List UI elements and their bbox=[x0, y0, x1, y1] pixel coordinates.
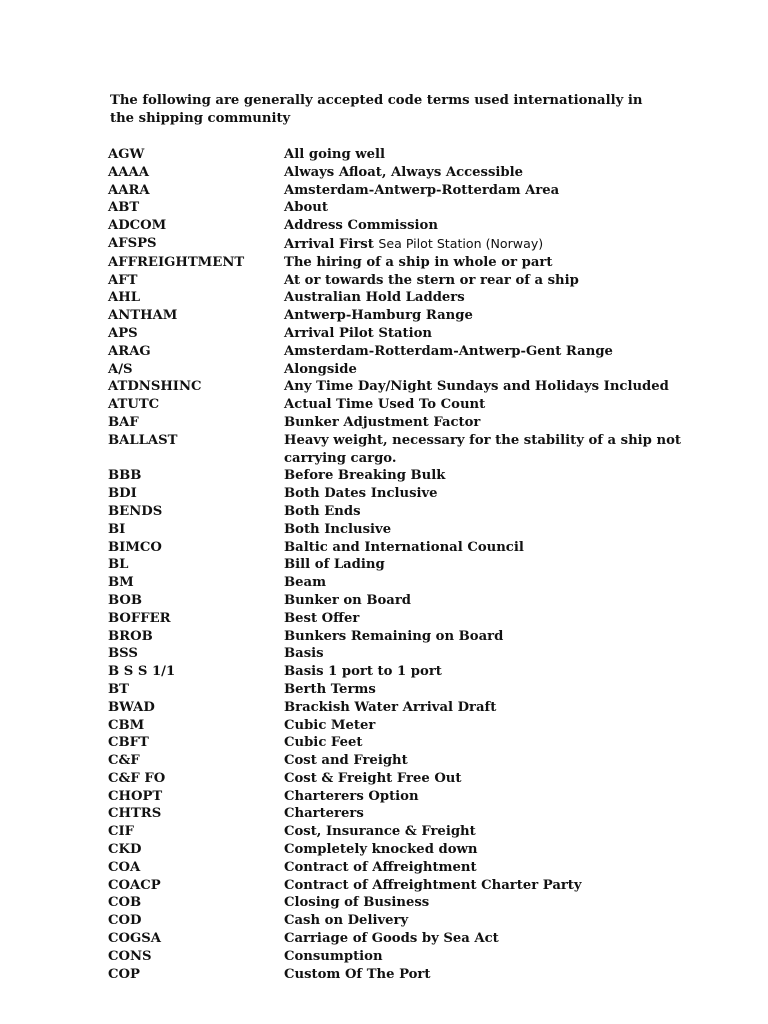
term-code: CBM bbox=[108, 717, 145, 733]
term-definition-text: Arrival Pilot Station bbox=[284, 325, 433, 341]
term-definition-text: At or towards the stern or rear of a ship bbox=[284, 272, 579, 288]
term-row bbox=[108, 539, 748, 557]
term-definition bbox=[284, 217, 724, 235]
term-definition-text: Amsterdam-Rotterdam-Antwerp-Gent Range bbox=[284, 343, 613, 359]
term-code: B S S 1/1 bbox=[108, 664, 176, 680]
term-code: CONS bbox=[108, 948, 152, 964]
term-definition bbox=[284, 734, 724, 752]
term-code: BENDS bbox=[108, 503, 163, 519]
term-code: ABT bbox=[108, 200, 140, 216]
term-definition-text: Charterers bbox=[284, 806, 364, 822]
term-definition bbox=[284, 467, 724, 485]
term-definition-text: Closing of Business bbox=[284, 895, 430, 911]
term-row bbox=[108, 930, 748, 948]
term-definition bbox=[284, 556, 724, 574]
term-definition bbox=[284, 894, 724, 912]
term-row bbox=[108, 325, 748, 343]
term-row bbox=[108, 894, 748, 912]
term-definition-text: Beam bbox=[284, 575, 327, 591]
term-definition-text: Cost, Insurance & Freight bbox=[284, 824, 476, 840]
terms-list bbox=[108, 146, 748, 983]
term-definition-text: Cost and Freight bbox=[284, 753, 408, 769]
term-definition bbox=[284, 146, 724, 164]
term-definition bbox=[284, 770, 724, 788]
term-definition bbox=[284, 574, 724, 592]
term-definition-extra: Sea Pilot Station (Norway) bbox=[378, 235, 544, 251]
term-definition bbox=[284, 859, 724, 877]
term-code: BSS bbox=[108, 646, 138, 662]
term-row bbox=[108, 521, 748, 539]
term-code: AFFREIGHTMENT bbox=[108, 254, 245, 270]
term-definition-text: Bill of Lading bbox=[284, 557, 385, 573]
term-definition-text: Cost & Freight Free Out bbox=[284, 770, 462, 786]
term-definition-text: Bunker Adjustment Factor bbox=[284, 414, 481, 430]
term-row bbox=[108, 859, 748, 877]
term-definition-text: The hiring of a ship in whole or part bbox=[284, 254, 553, 270]
term-code: BI bbox=[108, 521, 126, 537]
term-definition bbox=[284, 966, 724, 984]
term-definition-text: All going well bbox=[284, 147, 386, 162]
term-row bbox=[108, 414, 748, 432]
term-row bbox=[108, 217, 748, 235]
term-definition bbox=[284, 752, 724, 770]
term-code: CIF bbox=[108, 824, 135, 840]
term-row bbox=[108, 432, 748, 468]
term-definition-text: Completely knocked down bbox=[284, 842, 478, 858]
term-code: ADCOM bbox=[108, 218, 167, 234]
term-definition bbox=[284, 378, 724, 396]
term-row bbox=[108, 788, 748, 806]
term-definition-text: Berth Terms bbox=[284, 681, 376, 697]
term-code: BBB bbox=[108, 468, 142, 484]
term-row bbox=[108, 663, 748, 681]
term-code: ARAG bbox=[108, 343, 151, 359]
term-definition bbox=[284, 841, 724, 859]
term-row bbox=[108, 146, 748, 164]
term-definition bbox=[284, 272, 724, 290]
term-row bbox=[108, 770, 748, 788]
term-code: BOFFER bbox=[108, 610, 171, 626]
term-definition bbox=[284, 717, 724, 735]
term-row bbox=[108, 289, 748, 307]
term-code: BDI bbox=[108, 486, 137, 502]
term-definition-text: Any Time Day/Night Sundays and Holidays Included bbox=[284, 379, 669, 395]
term-definition-text: Australian Hold Ladders bbox=[284, 290, 465, 306]
term-definition-text: Actual Time Used To Count bbox=[284, 397, 486, 413]
term-definition-text: Before Breaking Bulk bbox=[284, 468, 446, 484]
term-code: COP bbox=[108, 966, 140, 982]
term-row bbox=[108, 467, 748, 485]
intro-paragraph: The following are generally accepted code terms used internationally in the shipping community bbox=[110, 93, 643, 126]
term-code: BROB bbox=[108, 628, 153, 644]
term-code: AHL bbox=[108, 290, 140, 306]
term-definition bbox=[284, 539, 724, 557]
term-definition bbox=[284, 681, 724, 699]
term-row bbox=[108, 628, 748, 646]
term-definition-text: Best Offer bbox=[284, 610, 360, 626]
term-definition-text: Contract of Affreightment bbox=[284, 859, 477, 875]
term-row bbox=[108, 841, 748, 859]
term-definition bbox=[284, 164, 724, 182]
term-definition bbox=[284, 930, 724, 948]
term-row bbox=[108, 734, 748, 752]
term-code: AFT bbox=[108, 272, 138, 288]
term-definition bbox=[284, 432, 724, 468]
term-row bbox=[108, 307, 748, 325]
term-code: BALLAST bbox=[108, 432, 178, 448]
term-definition-text: Arrival First bbox=[284, 236, 374, 252]
term-row bbox=[108, 556, 748, 574]
term-row bbox=[108, 272, 748, 290]
term-code: AAAA bbox=[108, 164, 149, 180]
term-definition bbox=[284, 182, 724, 200]
term-code: CHOPT bbox=[108, 788, 163, 804]
term-definition bbox=[284, 521, 724, 539]
term-definition bbox=[284, 235, 724, 254]
term-definition bbox=[284, 199, 724, 217]
term-definition bbox=[284, 361, 724, 379]
term-definition bbox=[284, 645, 724, 663]
term-row bbox=[108, 199, 748, 217]
term-code: COA bbox=[108, 859, 141, 875]
term-definition bbox=[284, 877, 724, 895]
term-definition-text: Cubic Feet bbox=[284, 735, 363, 751]
term-definition-text: Both Ends bbox=[284, 503, 361, 519]
term-code: ANTHAM bbox=[108, 308, 178, 324]
term-code: C&F FO bbox=[108, 770, 166, 786]
term-definition bbox=[284, 307, 724, 325]
term-definition bbox=[284, 396, 724, 414]
term-row bbox=[108, 235, 748, 254]
term-row bbox=[108, 396, 748, 414]
term-definition-text: Contract of Affreightment Charter Party bbox=[284, 877, 582, 893]
term-code: A/S bbox=[108, 361, 133, 377]
term-row bbox=[108, 343, 748, 361]
term-definition-text: Brackish Water Arrival Draft bbox=[284, 699, 497, 715]
term-row bbox=[108, 948, 748, 966]
term-definition-text: Consumption bbox=[284, 948, 383, 964]
term-row bbox=[108, 645, 748, 663]
term-code: CHTRS bbox=[108, 806, 162, 822]
term-row bbox=[108, 254, 748, 272]
term-code: BM bbox=[108, 575, 134, 591]
term-code: APS bbox=[108, 325, 138, 341]
term-row bbox=[108, 485, 748, 503]
term-definition-text: Baltic and International Council bbox=[284, 539, 524, 555]
term-code: BOB bbox=[108, 592, 143, 608]
term-row bbox=[108, 966, 748, 984]
term-code: AFSPS bbox=[108, 235, 157, 251]
term-row bbox=[108, 912, 748, 930]
term-code: ATUTC bbox=[108, 397, 160, 413]
term-row bbox=[108, 592, 748, 610]
term-code: COGSA bbox=[108, 931, 162, 947]
term-definition bbox=[284, 628, 724, 646]
term-definition bbox=[284, 663, 724, 681]
term-code: BAF bbox=[108, 414, 139, 430]
term-code: AARA bbox=[108, 182, 150, 198]
term-definition bbox=[284, 610, 724, 628]
term-definition bbox=[284, 592, 724, 610]
term-row bbox=[108, 699, 748, 717]
term-definition bbox=[284, 503, 724, 521]
term-definition-text: Heavy weight, necessary for the stability of a ship not carrying cargo. bbox=[284, 432, 681, 466]
term-definition bbox=[284, 325, 724, 343]
term-row bbox=[108, 823, 748, 841]
term-definition-text: Alongside bbox=[284, 361, 357, 377]
term-row bbox=[108, 681, 748, 699]
term-definition-text: Both Inclusive bbox=[284, 521, 392, 537]
term-code: COACP bbox=[108, 877, 161, 893]
term-definition-text: Carriage of Goods by Sea Act bbox=[284, 931, 499, 947]
term-definition-text: About bbox=[284, 200, 328, 216]
term-definition-text: Antwerp-Hamburg Range bbox=[284, 308, 473, 324]
term-row bbox=[108, 182, 748, 200]
term-definition-text: Custom Of The Port bbox=[284, 966, 431, 982]
term-definition-text: Charterers Option bbox=[284, 788, 419, 804]
term-row bbox=[108, 361, 748, 379]
term-definition bbox=[284, 699, 724, 717]
term-definition bbox=[284, 254, 724, 272]
term-row bbox=[108, 164, 748, 182]
term-definition bbox=[284, 805, 724, 823]
term-definition bbox=[284, 788, 724, 806]
term-definition bbox=[284, 823, 724, 841]
term-definition-text: Address Commission bbox=[284, 218, 438, 234]
term-definition-text: Cubic Meter bbox=[284, 717, 376, 733]
term-row bbox=[108, 503, 748, 521]
term-row bbox=[108, 378, 748, 396]
term-definition-text: Bunkers Remaining on Board bbox=[284, 628, 504, 644]
term-code: CBFT bbox=[108, 735, 149, 751]
term-definition bbox=[284, 948, 724, 966]
term-definition bbox=[284, 912, 724, 930]
term-definition-text: Basis bbox=[284, 646, 324, 662]
term-code: BIMCO bbox=[108, 539, 162, 555]
term-definition-text: Amsterdam-Antwerp-Rotterdam Area bbox=[284, 182, 560, 198]
term-row bbox=[108, 717, 748, 735]
term-definition bbox=[284, 485, 724, 503]
term-definition bbox=[284, 343, 724, 361]
term-row bbox=[108, 805, 748, 823]
term-row bbox=[108, 610, 748, 628]
term-definition-text: Cash on Delivery bbox=[284, 913, 409, 929]
term-code: BT bbox=[108, 681, 129, 697]
term-code: ATDNSHINC bbox=[108, 379, 202, 395]
term-definition bbox=[284, 414, 724, 432]
term-code: COD bbox=[108, 913, 142, 929]
term-code: COB bbox=[108, 895, 142, 911]
term-code: BWAD bbox=[108, 699, 155, 715]
term-definition-text: Always Afloat, Always Accessible bbox=[284, 164, 523, 180]
term-code: C&F bbox=[108, 753, 140, 769]
term-code: CKD bbox=[108, 842, 142, 858]
term-row bbox=[108, 877, 748, 895]
term-definition-text: Bunker on Board bbox=[284, 592, 412, 608]
term-definition-text: Basis 1 port to 1 port bbox=[284, 664, 442, 680]
term-definition bbox=[284, 289, 724, 307]
term-code: AGW bbox=[108, 147, 145, 162]
term-code: BL bbox=[108, 557, 129, 573]
term-definition-text: Both Dates Inclusive bbox=[284, 486, 438, 502]
term-row bbox=[108, 574, 748, 592]
term-row bbox=[108, 752, 748, 770]
